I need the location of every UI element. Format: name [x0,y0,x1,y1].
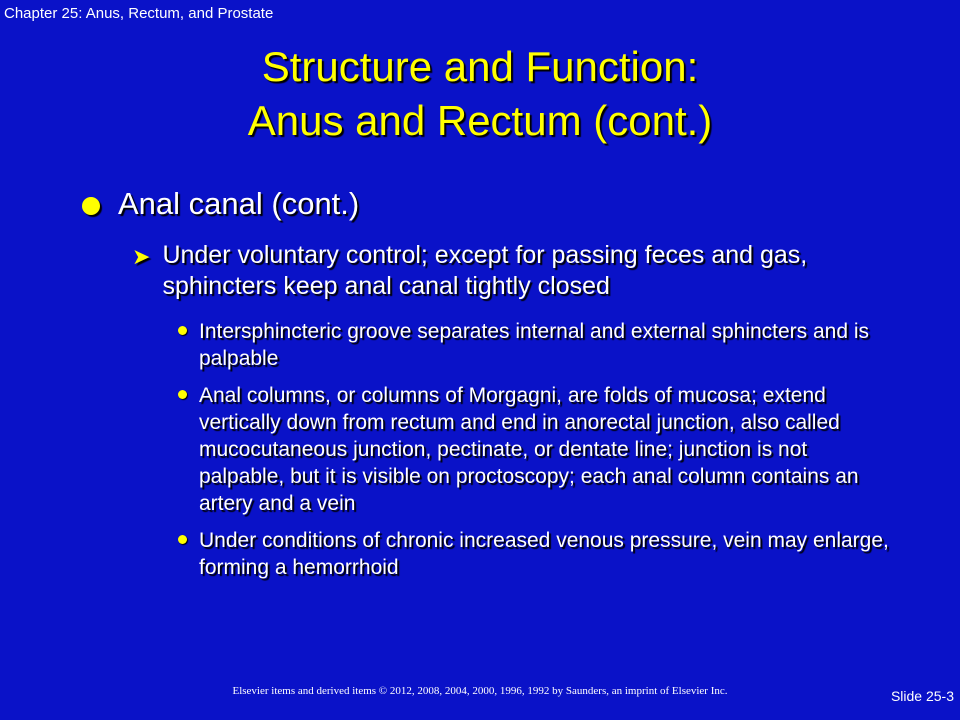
slide-title [60,40,900,148]
slide-title-line1: Structure and Function: [261,43,699,90]
bullet-level3-list [178,318,898,591]
bullet-level2 [132,240,892,302]
bullet-level3-item [178,382,898,517]
small-dot-icon [178,535,187,544]
bullet-level3-text: Under conditions of chronic increased venous pressure, vein may enlarge, forming a hemorrhoid [199,529,889,579]
arrow-right-icon: ➤ [132,244,151,269]
small-dot-icon [178,326,187,335]
bullet-level2-text: Under voluntary control; except for passing feces and gas, sphincters keep anal canal tightly closed [162,241,808,300]
small-dot-icon [178,390,187,399]
copyright-footer: Elsevier items and derived items © 2012, 2008, 2004, 2000, 1996, 1992 by Saunders, an imprint of Elsevier Inc. [232,685,728,697]
slide-number: Slide 25-3 [890,688,954,704]
bullet-level3-text: Anal columns, or columns of Morgagni, are folds of mucosa; extend vertically down from rectum and end in anorectal junction, also called mucocutaneous junction, pectinate, or dentate line; junction is not palpable, but it is visible on proctoscopy; each anal column contains an artery and a vein [199,384,859,515]
bullet-level3-item [178,527,898,581]
bullet-level3-text: Intersphincteric groove separates internal and external sphincters and is palpable [199,320,870,370]
chapter-header: Chapter 25: Anus, Rectum, and Prostate [4,5,274,22]
bullet-level3-item [178,318,898,372]
bullet-level1-text: Anal canal (cont.) [118,186,360,221]
bullet-level1 [82,185,359,223]
filled-circle-icon [82,197,100,215]
slide-title-line2: Anus and Rectum (cont.) [247,97,713,144]
